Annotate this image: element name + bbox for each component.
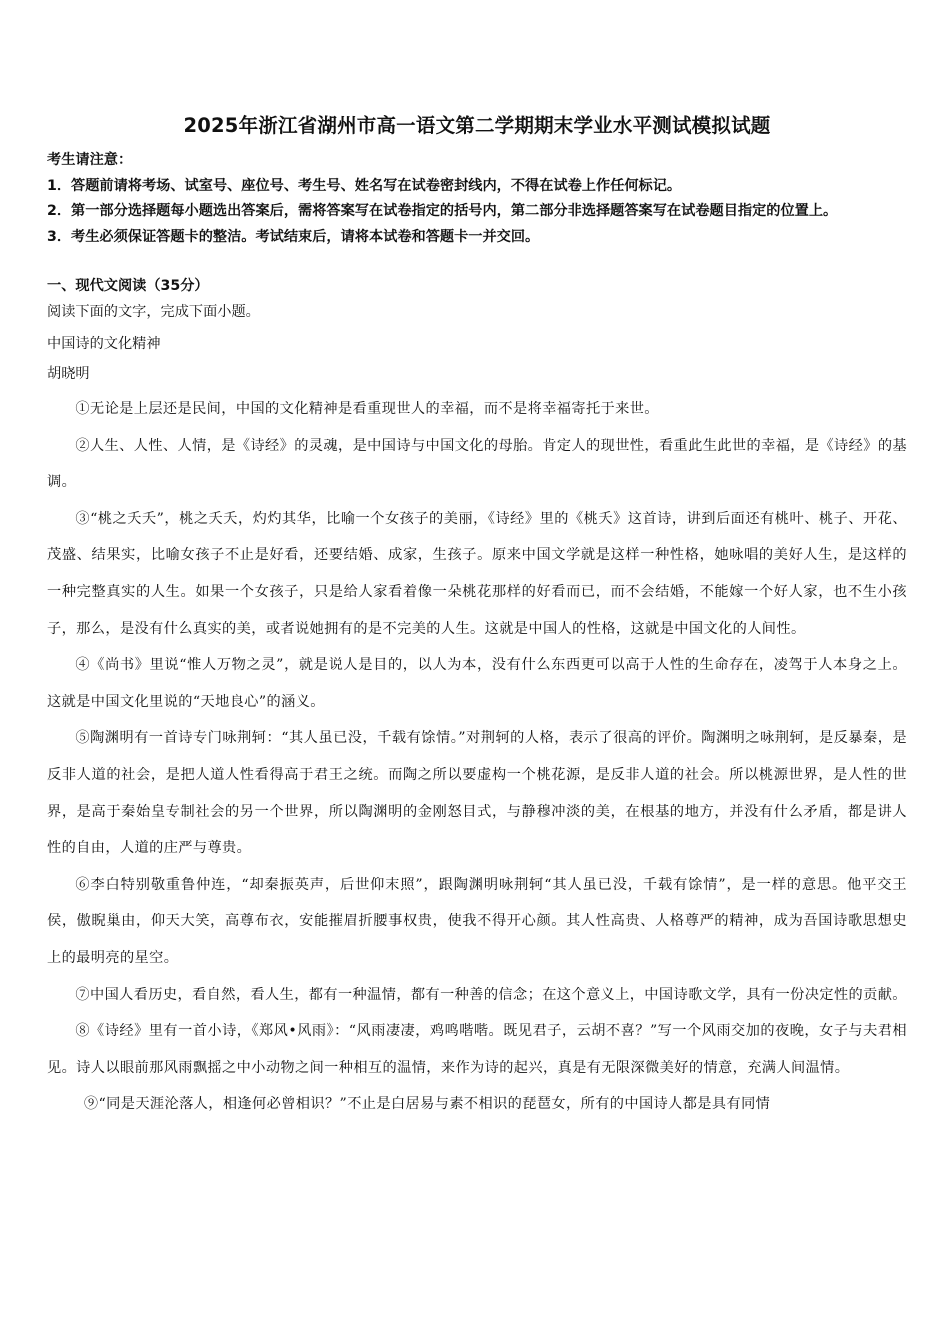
- notice-heading: 考生请注意：: [47, 152, 133, 168]
- section-heading: 一、现代文阅读（35分）: [47, 278, 209, 294]
- notice-item-2: 2．第一部分选择题每小题选出答案后，需将答案写在试卷指定的括号内，第二部分非选择题答案写在试卷题目指定的位置上。: [47, 203, 838, 219]
- article-author: 胡晓明: [47, 366, 90, 382]
- section-instruction: 阅读下面的文字，完成下面小题。: [47, 304, 260, 320]
- article-paragraph-6: ⑥李白特别敬重鲁仲连，“却秦振英声，后世仰末照”，跟陶渊明咏荆轲“其人虽已没，千载有馀情”，是一样的意思。他平交王侯，傲睨巢由，仰天大笑，高尊布衣，安能摧眉折腰事权贵，使我不得开心颜。其人性高贵、人格尊严的精神，成为吾国诗歌思想史上的最明亮的星空。: [47, 876, 907, 966]
- article-paragraph-7: ⑦中国人看历史，看自然，看人生，都有一种温情，都有一种善的信念；在这个意义上，中国诗歌文学，具有一份决定性的贡献。: [75, 986, 907, 1003]
- candidate-notice: [47, 148, 907, 250]
- notice-item-3: 3．考生必须保证答题卡的整洁。考试结束后，请将本试卷和答题卡一并交回。: [47, 228, 540, 245]
- article-paragraph-5: ⑤陶渊明有一首诗专门咏荆轲：“其人虽已没，千载有馀情。”对荆轲的人格，表示了很高的评价。陶渊明之咏荆轲，是反暴秦，是反非人道的社会，是把人道人性看得高于君王之统。而陶之所以要虚构一个桃花源，是反非人道的社会。所以桃源世界，是人性的世界，是高于秦始皇专制社会的另一个世界，所以陶渊明的金刚怒目式，与静穆冲淡的美，在根基的地方，并没有什么矛盾，都是讲人性的自由，人道的庄严与尊贵。: [47, 730, 907, 857]
- exam-title: 2025年浙江省湖州市高一语文第二学期期末学业水平测试模拟试题: [183, 114, 771, 137]
- exam-page: [47, 108, 907, 1123]
- article-paragraph-9: ⑨“同是天涯沦落人，相逢何必曾相识？”不止是白居易与素不相识的琵琶女，所有的中国诗人都是具有同情: [83, 1096, 771, 1113]
- article-paragraph-1: ①无论是上层还是民间，中国的文化精神是看重现世人的幸福，而不是将幸福寄托于来世。: [75, 401, 659, 417]
- article-title: 中国诗的文化精神: [47, 336, 161, 352]
- article-paragraph-8: ⑧《诗经》里有一首小诗，《郑风•风雨》：“风雨凄凄，鸡鸣喈喈。既见君子，云胡不喜？”写一个风雨交加的夜晚，女子与夫君相见。诗人以眼前那风雨飘摇之中小动物之间一种相互的温情，来作为诗的起兴，真是有无限深微美好的情意，充满人间温情。: [47, 1023, 907, 1076]
- article-paragraph-4: ④《尚书》里说“惟人万物之灵”，就是说人是目的，以人为本，没有什么东西更可以高于人性的生命存在，凌驾于人本身之上。这就是中国文化里说的“天地良心”的涵义。: [47, 657, 907, 710]
- article-body: [47, 391, 907, 1123]
- article-paragraph-2: ②人生、人性、人情，是《诗经》的灵魂，是中国诗与中国文化的母胎。肯定人的现世性，看重此生此世的幸福，是《诗经》的基调。: [47, 437, 907, 491]
- article-paragraph-3: ③“桃之夭夭”，桃之夭夭，灼灼其华，比喻一个女孩子的美丽，《诗经》里的《桃夭》这首诗，讲到后面还有桃叶、桃子、开花、茂盛、结果实，比喻女孩子不止是好看，还要结婚、成家，生孩子。原来中国文学就是这样一种性格，她咏唱的美好人生，是这样的一种完整真实的人生。如果一个女孩子，只是给人家看着像一朵桃花那样的好看而已，而不会结婚，不能嫁一个好人家，也不生小孩子，那么，是没有什么真实的美，或者说她拥有的是不完美的人生。这就是中国人的性格，这就是中国文化的人间性。: [47, 510, 907, 637]
- notice-item-1: 1．答题前请将考场、试室号、座位号、考生号、姓名写在试卷密封线内，不得在试卷上作任何标记。: [47, 177, 682, 194]
